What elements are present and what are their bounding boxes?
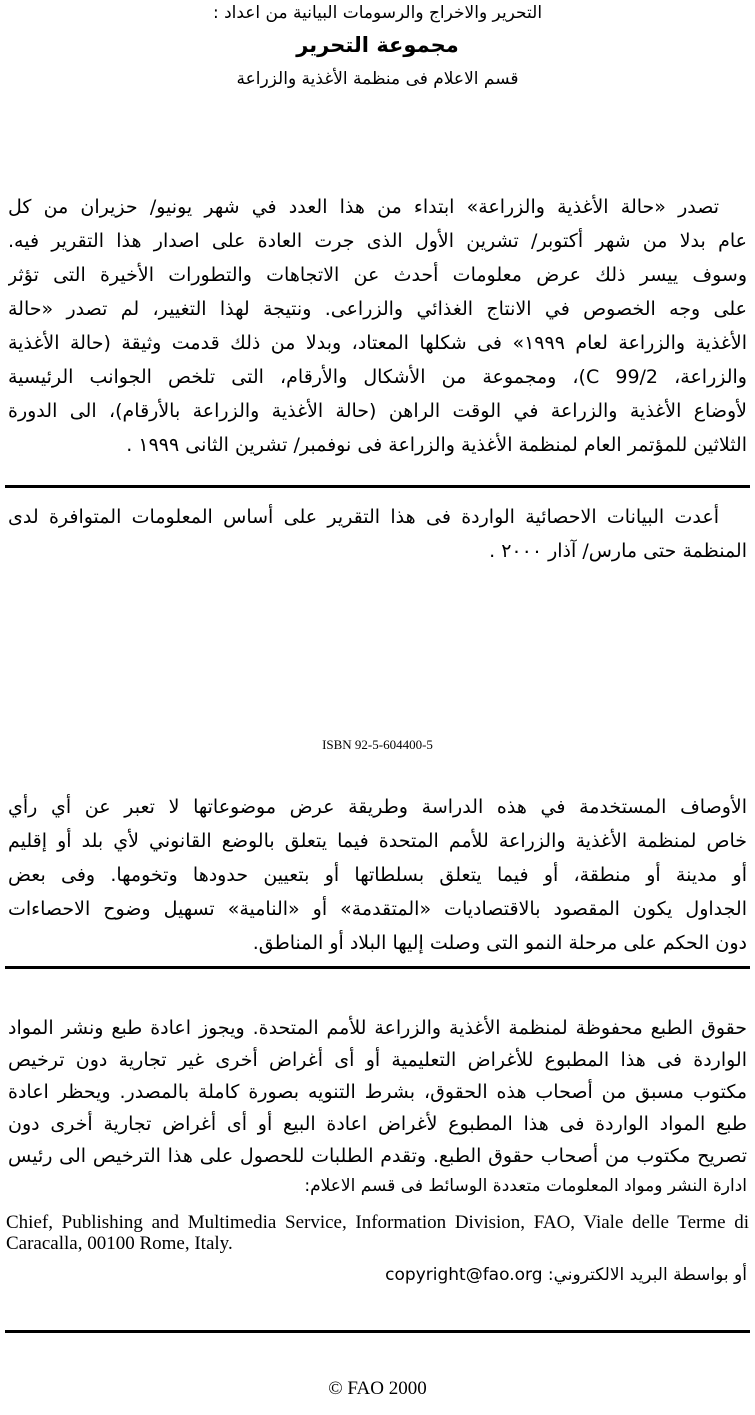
email-line: أو بواسطة البريد الالكتروني: copyright@fao.org xyxy=(385,1265,747,1285)
intro-paragraph xyxy=(8,190,747,462)
paragraph-line: تصدر «حالة الأغذية والزراعة» ابتداء من هذا العدد في شهر يونيو/ حزيران من كل xyxy=(8,196,719,218)
paragraph-line: الجداول يكون المقصود بالاقتصاديات «المتقدمة» أو «النامية» تسهيل وضوح الاحصاءات xyxy=(8,898,747,920)
paragraph-line: أو مدينة أو منطقة، أو فيما يتعلق بسلطاتها أو بتعيين حدودها وتخومها. وفى بعض xyxy=(8,864,747,886)
header-title: مجموعة التحرير xyxy=(296,33,459,57)
paragraph-line: وسوف ييسر ذلك عرض معلومات أحدث عن الاتجاهات والتطورات الأخيرة التى تؤثر xyxy=(8,264,747,286)
footer-copyright: © FAO 2000 xyxy=(328,1378,427,1399)
divider xyxy=(5,1330,750,1333)
paragraph-line: تصريح مكتوب من أصحاب حقوق الطبع. وتقدم الطلبات للحصول على هذا الترخيص الى رئيس xyxy=(8,1145,747,1167)
header xyxy=(8,0,747,94)
paragraph-line: طبع المواد الواردة فى هذا المطبوع لأغراض اعادة البيع أو أى أغراض تجارية أخرى دون xyxy=(8,1113,747,1135)
paragraph-line: لأوضاع الأغذية والزراعة في الوقت الراهن (حالة الأغذية والزراعة بالأرقام)، الى الدورة xyxy=(8,400,747,422)
paragraph-line: الثلاثين للمؤتمر العام لمنظمة الأغذية والزراعة فى نوفمبر/ تشرين الثانى ١٩٩٩ . xyxy=(126,434,747,456)
paragraph-line: دون الحكم على مرحلة النمو التى وصلت إليها البلاد أو المناطق. xyxy=(252,932,747,954)
header-department: قسم الاعلام فى منظمة الأغذية والزراعة xyxy=(236,69,519,89)
publishing-address: Chief, Publishing and Multimedia Service, Information Division, FAO, Viale delle Terme di Caracalla, 00100 Rome, Italy. xyxy=(6,1212,749,1254)
paragraph-line: أعدت البيانات الاحصائية الواردة فى هذا التقرير على أساس المعلومات المتوافرة لدى xyxy=(8,506,719,528)
paragraph-line: عام بدلا من شهر أكتوبر/ تشرين الأول الذى جرت العادة على اصدار هذا التقرير فيه. xyxy=(8,230,747,252)
paragraph-line: الأوصاف المستخدمة في هذه الدراسة وطريقة عرض موضوعاتها لا تعبر عن أي رأي xyxy=(8,796,747,818)
divider xyxy=(5,485,750,488)
paragraph-line: ادارة النشر ومواد المعلومات متعددة الوسائط فى قسم الاعلام: xyxy=(304,1176,747,1196)
paragraph-line: الواردة فى هذا المطبوع للأغراض التعليمية أو أى أغراض أخرى غير تجارية دون ترخيص xyxy=(8,1049,747,1071)
copyright-notice xyxy=(8,1012,747,1200)
paragraph-line: مكتوب مسبق من أصحاب هذه الحقوق، بشرط التنويه بصورة كاملة بالمصدر. ويحظر اعادة xyxy=(8,1081,747,1103)
paragraph-line: المنظمة حتى مارس/ آذار ٢٠٠٠ . xyxy=(489,540,747,562)
statistics-note xyxy=(8,500,747,568)
paragraph-line: حقوق الطبع محفوظة لمنظمة الأغذية والزراعة للأمم المتحدة. ويجوز اعادة طبع ونشر المواد xyxy=(8,1017,747,1039)
paragraph-line: على وجه الخصوص في الانتاج الغذائي والزراعى. ونتيجة لهذا التغيير، لم تصدر «حالة xyxy=(8,298,747,320)
paragraph-line: خاص لمنظمة الأغذية والزراعة للأمم المتحدة فيما يتعلق بالوضع القانوني لأي بلد أو إقليم xyxy=(8,830,747,852)
paragraph-line: الأغذية والزراعة لعام ١٩٩٩» فى شكلها المعتاد، وبدلا من ذلك قدمت وثيقة (حالة الأغذية xyxy=(8,332,747,354)
disclaimer xyxy=(8,790,747,960)
header-credit-line: التحرير والاخراج والرسومات البيانية من اعداد : xyxy=(212,3,543,23)
divider xyxy=(5,966,750,969)
paragraph-line: والزراعة، C 99/2)، ومجموعة من الأشكال والأرقام، التى تلخص الجوانب الرئيسية xyxy=(8,366,747,388)
isbn: ISBN 92-5-604400-5 xyxy=(322,737,433,752)
